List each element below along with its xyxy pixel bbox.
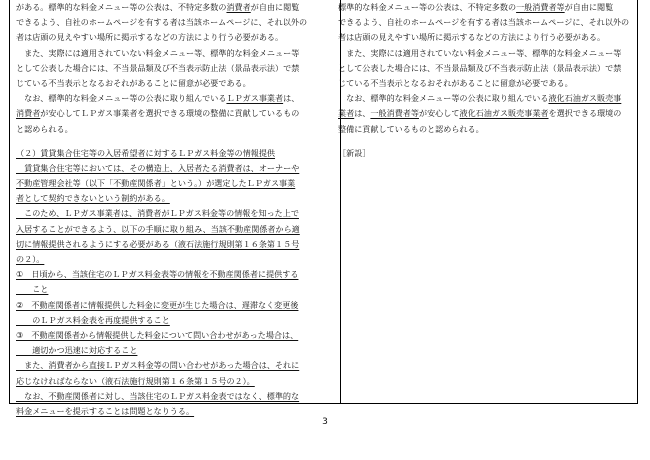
text-line: このため、ＬＰガス事業者は、消費者がＬＰガス料金等の情報を知った上で [16, 208, 299, 219]
text-line: がある。標準的な料金メニュー等の公表は、不特定多数の消費者が自由に閲覧 [16, 2, 300, 12]
text-line: なお、不動産関係者に対し、当該住宅のＬＰガス料金表ではなく、標準的な [16, 390, 300, 401]
list-item-2-cont: のＬＰガス料金表を再度提供すること [16, 314, 170, 325]
section-heading: （２）賃貸集合住宅等の入居希望者に対するＬＰガス料金等の情報提供 [16, 147, 276, 158]
text-line: なお、標準的な料金メニュー等の公表に取り組んでいるＬＰガス事業者は、 [16, 93, 300, 104]
text-line: 不動産管理会社等（以下「不動産関係者」という。）が選定したＬＰガス事業 [16, 178, 296, 189]
page-number: 3 [322, 417, 328, 427]
new-provision-label: ［新設］ [338, 147, 371, 158]
text-line: 標準的な料金メニュー等の公表は、不特定多数の一般消費者等が自由に閲覧 [338, 2, 614, 12]
text-line: また、消費者から直接ＬＰガス料金等の問い合わせがあった場合は、それに [16, 360, 300, 371]
list-item-3-cont: 適切かつ迅速に対応すること [16, 345, 138, 356]
line-remainder: が安心してＬＰガス事業者を選択できる環境の整備に貢献しているもの [40, 108, 300, 119]
blank-line [338, 137, 634, 146]
text-line: として公表した場合には、不当景品類及び不当表示防止法（景品表示法）で禁 [338, 62, 622, 73]
text-line: なお、標準的な料金メニュー等の公表に取り組んでいる液化石油ガス販売事 [338, 93, 622, 104]
text-line: できるよう、自社のホームページを有する者は当該ホームページに、それ以外の [16, 17, 308, 28]
text-line: 応じなければならない（液石法施行規則第１６条第１５号の２）。 [16, 375, 255, 386]
text-line: 者は店頭の見えやすい場所に掲示するなどの方法により行う必要がある。 [338, 32, 606, 43]
text-line: として公表した場合には、不当景品類及び不当表示防止法（景品表示法）で禁 [16, 62, 300, 73]
text-line: と認められる。 [16, 123, 73, 134]
left-column [16, 0, 326, 419]
text-line: 入居することができるよう、以下の手順に取り組み、当該不動産関係者から適 [16, 223, 300, 234]
text-line: また、実際には適用されていない料金メニュー等、標準的な料金メニュー等 [338, 47, 622, 58]
text-line: じている不当表示となるおそれがあることに留意が必要である。 [16, 77, 251, 88]
text-line: 整備に貢献しているものと認められる。 [338, 123, 484, 134]
text-line: の２）。 [16, 254, 45, 264]
text-line: 賃貸集合住宅等においては、その構造上、入居者たる消費者は、オーナーや [16, 162, 300, 173]
list-item-1: ① 日頃から、当該住宅のＬＰガス料金表等の情報を不動産関係者に提供する [16, 269, 299, 280]
text-line: 切に情報提供されるようにする必要がある（液石法施行規則第１６条第１５号 [16, 238, 300, 249]
text-line: 料金メニューを提示することは問題となりうる。 [16, 405, 195, 416]
blank-line [16, 137, 326, 146]
text-line: 業者は、一般消費者等が安心して液化石油ガス販売事業者を選択できる環境の [338, 108, 622, 119]
list-item-2: ② 不動産関係者に情報提供した料金に変更が生じた場合は、遅滞なく変更後 [16, 299, 299, 310]
right-column [338, 0, 634, 161]
text-line: また、実際には適用されていない料金メニュー等、標準的な料金メニュー等 [16, 47, 300, 58]
list-item-1-cont: こと [16, 284, 49, 295]
list-item-3: ③ 不動産関係者から情報提供した料金について問い合わせがあった場合は、 [16, 329, 299, 340]
text-line: 者として契約できないという制約がある。 [16, 193, 170, 204]
text-line: 消費者が安心してＬＰガス事業者を選択できる環境の整備に貢献しているもの [16, 108, 300, 119]
text-line: 者は店頭の見えやすい場所に掲示するなどの方法により行う必要がある。 [16, 32, 284, 43]
text-line: できるよう、自社のホームページを有する者は当該ホームページに、それ以外の [338, 17, 630, 28]
text-line: じている不当表示となるおそれがあることに留意が必要である。 [338, 77, 573, 88]
